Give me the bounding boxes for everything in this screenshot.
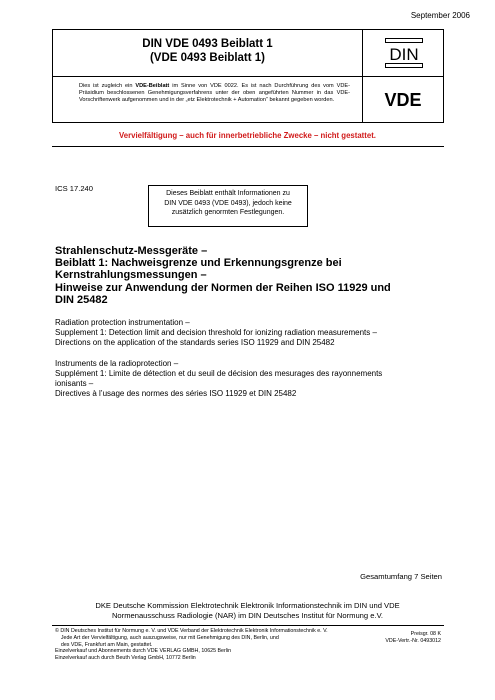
info-box xyxy=(148,185,308,227)
info-line: Dieses Beiblatt enthält Informationen zu xyxy=(166,190,290,197)
vde-note-rest: im Sinne von VDE 0022. Es ist nach Durchführung des vom VDE-Präsidium beschlossenen Genehmigungsverfahrens unter der oben angeführten Nummer in das VDE-Vorschriftenwerk aufgenommen und in der „etz Elektrotechnik + Automation“ bekannt gegeben worden. xyxy=(79,83,350,103)
english-title xyxy=(55,318,455,348)
price-info xyxy=(385,631,441,645)
vde-order-number: VDE-Vertr.-Nr. 0493012 xyxy=(385,637,441,644)
french-title-line: Instruments de la radioprotection – xyxy=(55,359,179,368)
footer-line: Einzelverkauf auch durch Beuth Verlag GmbH, 10772 Berlin xyxy=(55,655,196,662)
vde-note-prefix: Dies ist zugleich ein xyxy=(79,83,136,89)
copy-warning: Vervielfältigung – auch für innerbetriebliche Zwecke – nicht gestattet. xyxy=(119,131,376,140)
price-group: Preisgr. 08 K xyxy=(410,631,441,637)
german-title-line: Hinweise zur Anwendung der Normen der Reihen ISO 11929 und xyxy=(55,281,391,294)
standard-number-vde: (VDE 0493 Beiblatt 1) xyxy=(149,52,266,64)
din-logo-cell xyxy=(363,30,443,77)
english-title-line: Directions on the application of the standards series ISO 11929 and DIN 25482 xyxy=(55,338,335,347)
standard-number: DIN VDE 0493 Beiblatt 1 xyxy=(142,38,273,50)
english-title-line: Supplement 1: Detection limit and decision threshold for ionizing radiation measurements – xyxy=(55,328,377,337)
vde-logo xyxy=(371,88,435,110)
german-title-line: DIN 25482 xyxy=(55,293,108,306)
header-box xyxy=(52,29,444,123)
footer-line: Jede Art der Vervielfältigung, auch auszugsweise, nur mit Genehmigung des DIN, Berlin, und xyxy=(55,634,279,641)
ics-code: ICS 17.240 xyxy=(55,184,93,193)
standard-title-cell xyxy=(53,30,363,77)
german-title-line: Kernstrahlungsmessungen – xyxy=(55,269,207,282)
vde-logo-text: VDE xyxy=(384,90,422,110)
total-pages: Gesamtumfang 7 Seiten xyxy=(360,572,442,581)
vde-logo-cell xyxy=(363,77,443,123)
copyright-footer xyxy=(55,628,375,662)
footer-line: Einzelverkauf und Abonnements durch VDE VERLAG GMBH, 10625 Berlin xyxy=(55,648,232,655)
german-title-line: Strahlenschutz-Messgeräte – xyxy=(55,245,208,257)
french-title-line: Directives à l’usage des normes des séries ISO 11929 et DIN 25482 xyxy=(55,389,297,398)
info-line: DIN VDE 0493 (VDE 0493), jedoch keine xyxy=(164,199,292,207)
committee-line: Normenausschuss Radiologie (NAR) im DIN Deutsches Institut für Normung e.V. xyxy=(111,610,384,620)
committee xyxy=(0,601,495,620)
footer-divider xyxy=(52,625,444,626)
vde-note-bold: VDE-Beiblatt xyxy=(135,83,170,89)
french-title-line: ionisants – xyxy=(55,379,94,388)
english-title-line: Radiation protection instrumentation – xyxy=(55,318,190,327)
din-logo xyxy=(385,38,423,68)
vde-note xyxy=(53,77,363,123)
german-title-line: Beiblatt 1: Nachweisgrenze und Erkennungsgrenze bei xyxy=(55,257,342,270)
committee-line: DKE Deutsche Kommission Elektrotechnik Elektronik Informationstechnik im DIN und VDE xyxy=(95,601,400,610)
footer-line: des VDE, Frankfurt am Main, gestattet. xyxy=(55,641,153,648)
french-title xyxy=(55,359,455,399)
info-line: zusätzlich genormten Festlegungen. xyxy=(171,209,285,216)
french-title-line: Supplément 1: Limite de détection et du seuil de décision des mesurages des rayonnements xyxy=(55,369,383,378)
publication-date: September 2006 xyxy=(410,11,470,20)
german-title xyxy=(55,245,445,306)
footer-line: © DIN Deutsches Institut für Normung e. V. und VDE Verband der Elektrotechnik Elektronik Informationstechnik e. V. xyxy=(55,628,328,634)
divider xyxy=(52,146,444,147)
din-logo-text: DIN xyxy=(389,45,419,64)
